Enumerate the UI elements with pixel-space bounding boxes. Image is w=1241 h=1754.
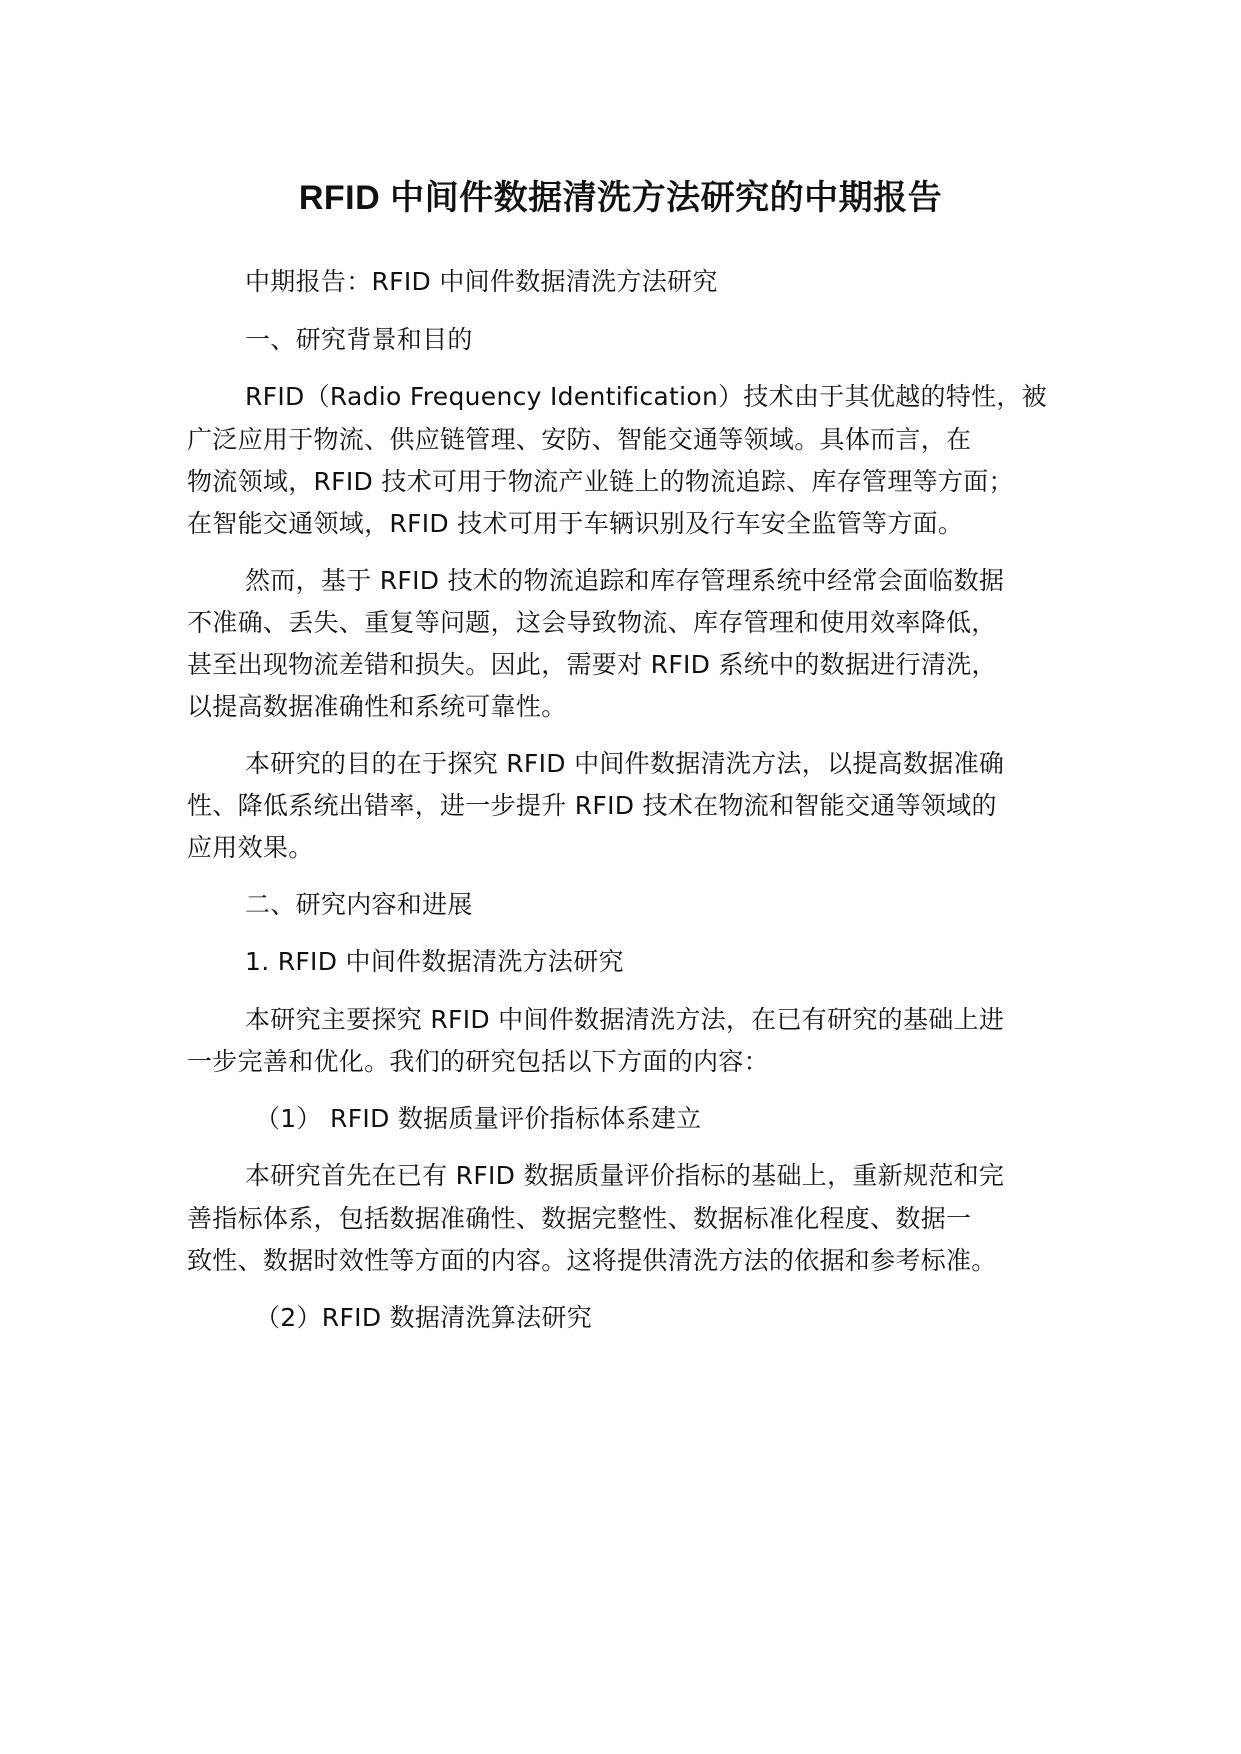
item-heading-1: （1） RFID 数据质量评价指标体系建立 [255,1104,702,1133]
paragraph-2-line-4: 以提高数据准确性和系统可靠性。 [187,692,567,721]
paragraph-1-line-1: RFID（Radio Frequency Identification）技术由于其优越的特性，被 [245,382,1047,411]
paragraph-1-line-3: 物流领域，RFID 技术可用于物流产业链上的物流追踪、库存管理等方面； [187,467,1014,496]
item-heading-2: （2）RFID 数据清洗算法研究 [255,1303,593,1332]
section-heading-2: 二、研究内容和进展 [245,890,473,919]
paragraph-1-line-2: 广泛应用于物流、供应链管理、安防、智能交通等领域。具体而言，在 [187,425,972,454]
paragraph-4-line-1: 本研究主要探究 RFID 中间件数据清洗方法，在已有研究的基础上进 [245,1005,1005,1034]
paragraph-2-line-1: 然而，基于 RFID 技术的物流追踪和库存管理系统中经常会面临数据 [245,566,1005,595]
report-subtitle: 中期报告：RFID 中间件数据清洗方法研究 [245,267,718,296]
paragraph-2-line-2: 不准确、丢失、重复等问题，这会导致物流、库存管理和使用效率降低， [187,608,997,637]
paragraph-3-line-1: 本研究的目的在于探究 RFID 中间件数据清洗方法，以提高数据准确 [245,749,1005,778]
paragraph-2-line-3: 甚至出现物流差错和损失。因此，需要对 RFID 系统中的数据进行清洗， [187,650,997,679]
document-title: RFID 中间件数据清洗方法研究的中期报告 [298,179,943,217]
subsection-heading-1: 1. RFID 中间件数据清洗方法研究 [245,947,624,976]
paragraph-5-line-1: 本研究首先在已有 RFID 数据质量评价指标的基础上，重新规范和完 [245,1161,1005,1190]
paragraph-3-line-2: 性、降低系统出错率，进一步提升 RFID 技术在物流和智能交通等领域的 [187,791,997,820]
paragraph-5-line-3: 致性、数据时效性等方面的内容。这将提供清洗方法的依据和参考标准。 [187,1246,997,1275]
paragraph-3-line-3: 应用效果。 [187,833,314,862]
paragraph-4-line-2: 一步完善和优化。我们的研究包括以下方面的内容： [187,1047,769,1076]
paragraph-1-line-4: 在智能交通领域，RFID 技术可用于车辆识别及行车安全监管等方面。 [187,509,964,538]
section-heading-1: 一、研究背景和目的 [245,325,473,354]
paragraph-5-line-2: 善指标体系，包括数据准确性、数据完整性、数据标准化程度、数据一 [187,1204,972,1233]
